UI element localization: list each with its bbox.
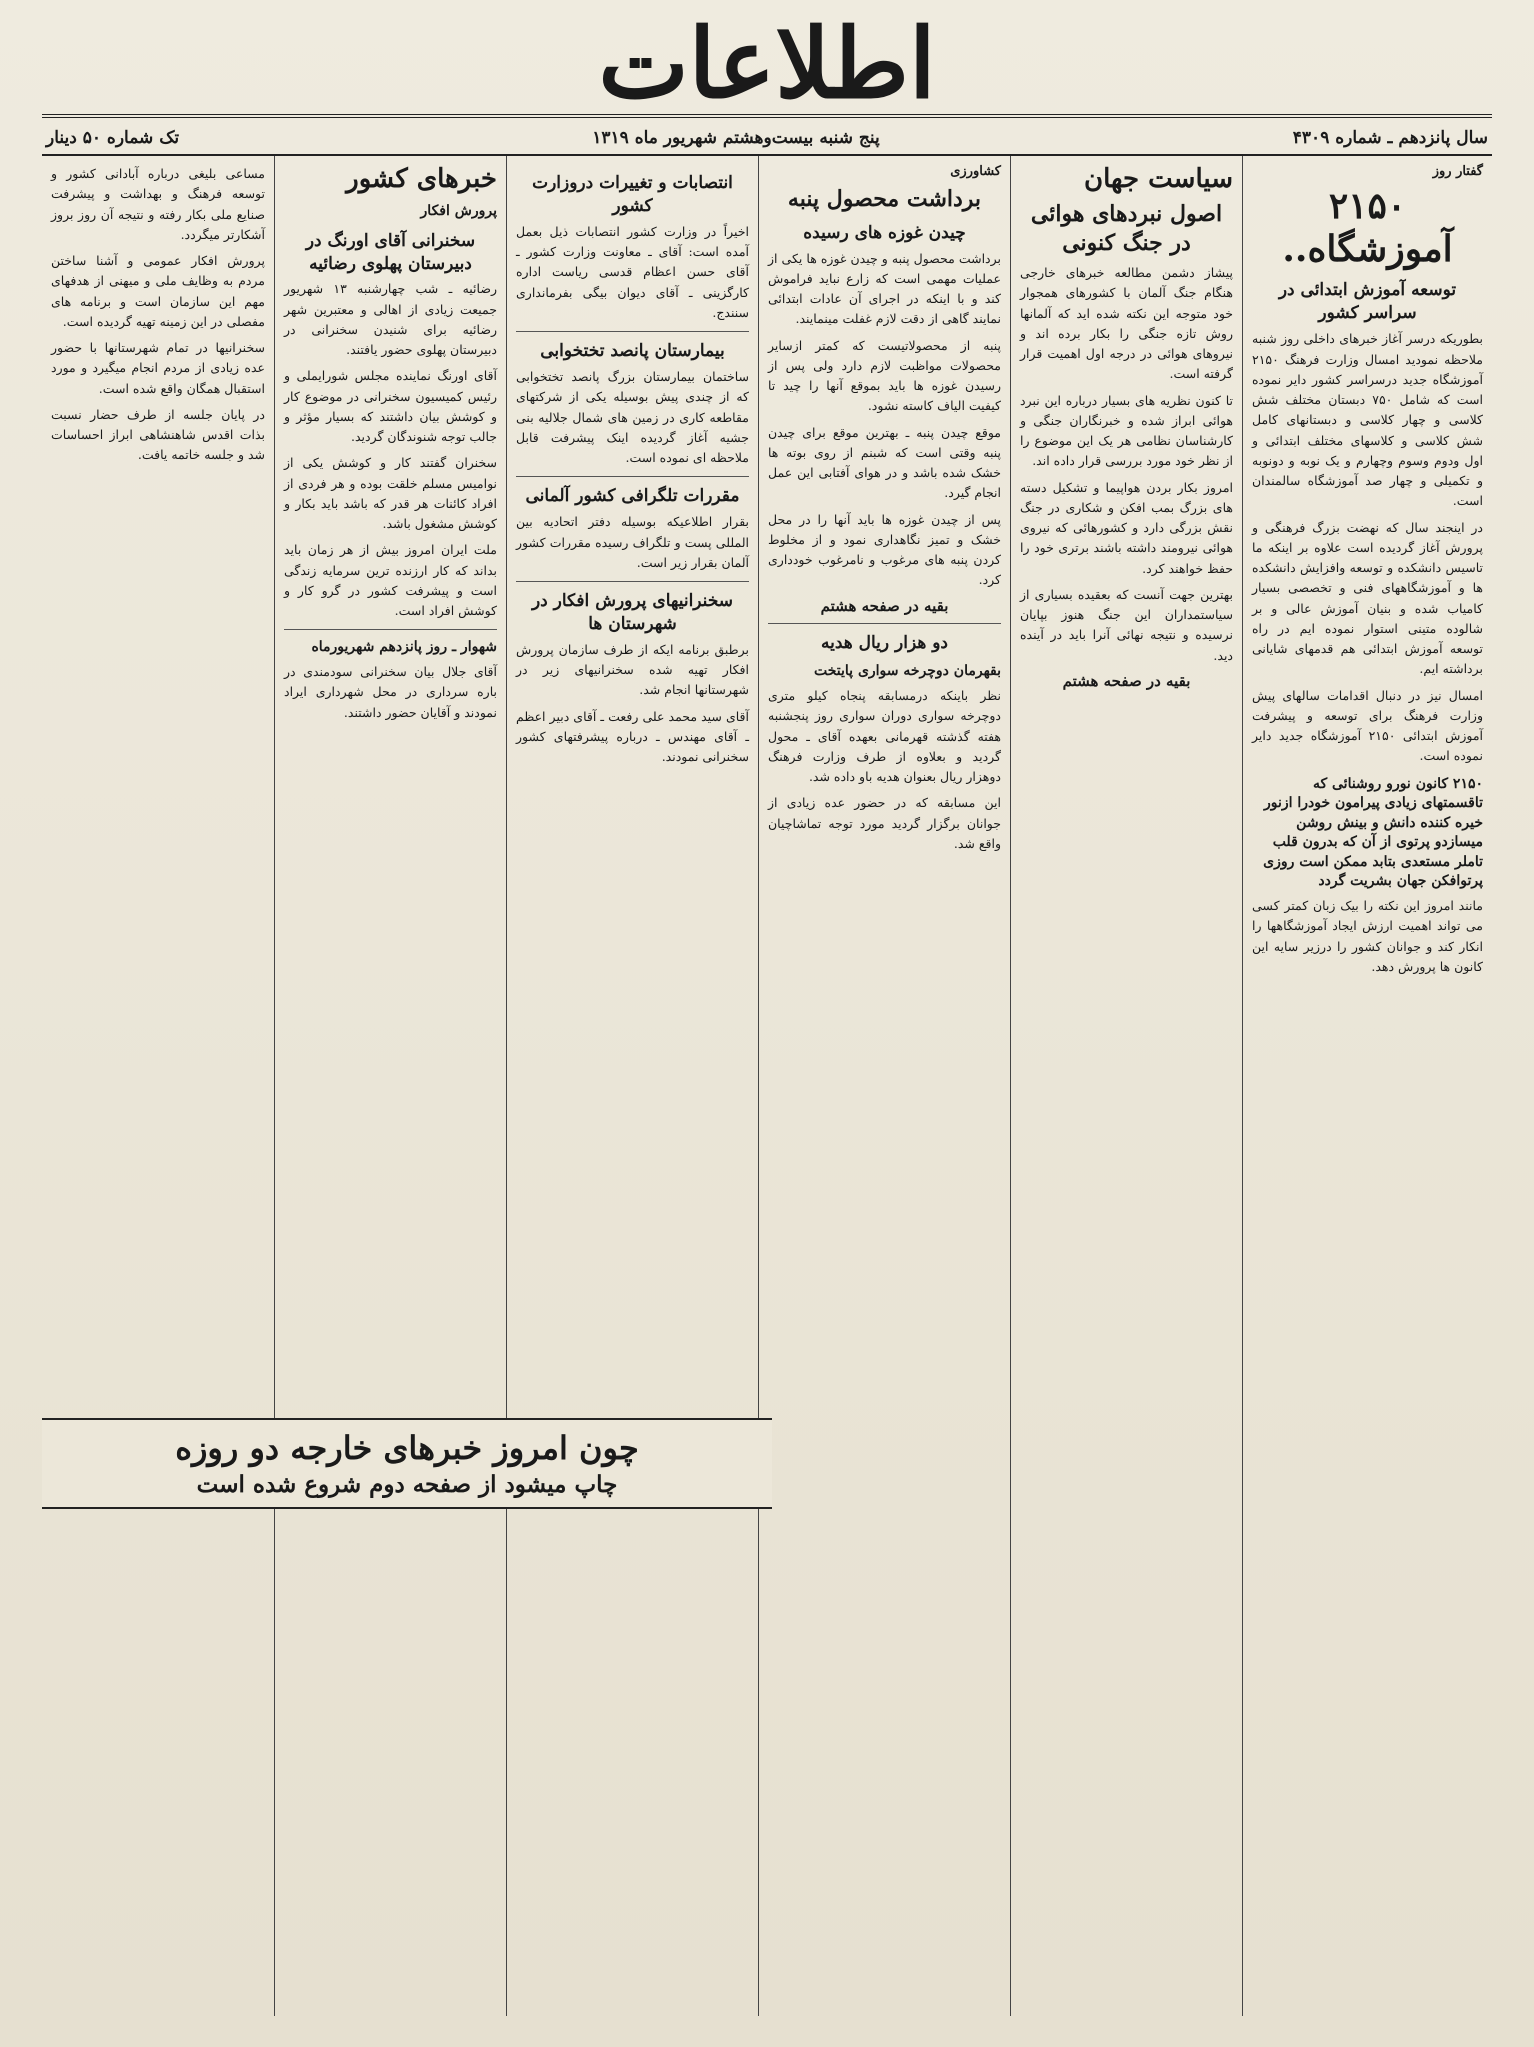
agriculture-kicker: کشاورزی [950,164,1001,179]
editorial-subhead: توسعه آموزش ابتدائی در سراسر کشور [1278,280,1457,324]
domestic-paragraph: ملت ایران امروز بیش از هر زمان باید بداند که کار ارزنده ترین سرمایه زندگی است و پیشرفت کشور در گرو کار و کوشش افراد است. [284,542,497,619]
column-separator [516,476,749,477]
continuation-paragraph: مساعی بلیغی درباره آبادانی کشور و توسعه فرهنگ و بهداشت و پیشرفت صنایع ملی بکار رفته و نتیجه آن روز بروز آشکارتر میگردد. [51,166,265,242]
domestic-section-title: خبرهای کشور [346,164,497,194]
column-separator [516,331,749,332]
cycling-paragraph: نظر باینکه درمسابقه پنجاه کیلو متری دوچرخه سواری دوران سواری روز پنجشنبه هفته گذشته قهرمانی بعهده آقای ـ محول گردید و بعلاوه از طرف وزارت فرهنگ دوهزار ریال بعنوان هدیه باو داده شد. [768,688,1001,785]
continuation-paragraph: در پایان جلسه از طرف حضار نسبت بذات اقدس شاهنشاهی ابراز احساسات شد و جلسه خاتمه یافت. [51,406,265,463]
domestic-paragraph: رضائیه ـ شب چهارشنبه ۱۳ شهریور جمیعت زیادی از اهالی و معتبرین شهر رضائیه برای شنیدن سخنرانی در دبیرستان پهلوی حضور یافتند. [284,281,497,358]
column-separator [768,623,1001,624]
column-world-politics [1010,156,1242,2016]
domestic-paragraph: سخنران گفتند کار و کوشش یکی از نوامیس مسلم خلقت بوده و هر فردی از افراد کائنات هر قدر که باشد باید بکار و کوشش مشغول باشد. [284,455,497,532]
agriculture-paragraph: پس از چیدن غوزه ها باید آنها را در محل خشک و تمیز نگاهداری نمود و از مخلوط کردن پنبه های مرغوب و نامرغوب خودداری کرد. [768,511,1001,588]
editorial-paragraph: امسال نیز در دنبال اقدامات سالهای پیش وزارت فرهنگ برای توسعه و پیشرفت آموزش ابتدائی ۲۱۵۰ آموزشگاه جدید دایر نموده است. [1252,687,1483,764]
column-domestic-news [274,156,506,2016]
domestic-paragraph: آقای جلال بیان سخنرانی سودمندی در باره سرداری در محل شهرداری ایراد نمودند و آقایان حضور داشتند. [284,664,497,720]
editorial-paragraph: در اینجند سال که نهضت بزرگ فرهنگی و پرورش آغاز گردیده است علاوه بر اینکه ما تاسیس دانشکده و توسعه وافزایش دانشکده ها و آموزشگاههای فنی و تخصصی بسیار کامیاب شده و بنیان آموزش عالی و بر شالوده متینی استوار نموده ایم در راه توسعه آموزش ابتدائی هم قدمهای شایانی برداشته ایم. [1252,519,1483,677]
domestic-subsection: پرورش افکار [420,203,497,219]
column-separator [516,581,749,582]
lectures-paragraph: برطبق برنامه ایکه از طرف سازمان پرورش افکار تهیه شده سخنرانیهای زیر در شهرستانها انجام شد. [516,641,749,698]
agriculture-paragraph: پنبه از محصولاتیست که کمتر ازسایر محصولات مواظبت لازم دارد ولی پس از رسیدن غوزه ها باید بموقع آنها را چید تا کیفیت الیاف کاسته نشود. [768,337,1001,414]
column-agriculture [758,156,1010,2016]
lectures-headline: سخنرانیهای پرورش افکار در شهرستان ها [531,591,734,634]
continuation-paragraph: پرورش افکار عمومی و آشنا ساختن مردم به وظایف ملی و میهنی از هدفهای مهم این سازمان است و برنامه های مفصلی در این زمینه تهیه گردیده است. [51,253,265,329]
world-paragraph: بهترین جهت آنست که بعقیده بسیاری از سیاستمداران این جنگ هنوز بپایان نرسیده و نتیجه نهائی آنرا باید در آینده دید. [1020,586,1233,663]
editorial-paragraph: مانند امروز این نکته را بیک زبان کمتر کسی می تواند اهمیت ارزش ایجاد آموزشگاهها را انکار کند و جوانان کشور را درزیر سایه این کانون ها پرورش دهد. [1252,898,1483,974]
column-separator [284,629,497,630]
agriculture-continued: بقیه در صفحه هشتم [820,596,949,615]
lectures-paragraph: آقای سید محمد علی رفعت ـ آقای دبیر اعظم ـ آقای مهندس ـ درباره پیشرفتهای کشور سخنرانی نمودند. [516,708,749,765]
domestic-headline: سخنرانی آقای اورنگ در دبیرستان پهلوی رضائیه [305,230,476,274]
world-paragraph: امروز بکار بردن هواپیما و تشکیل دسته های بزرگ بمب افکن و شکاری در جنگ نقش بزرگی دارد و کشورهائی که نیروی هوائی نیرومند داشته باشند برتری خود را حفظ خواهند کرد. [1020,479,1233,576]
world-headline: اصول نبردهای هوائی در جنگ کنونی [1030,201,1223,256]
editorial-bold-paragraph: ۲۱۵۰ کانون نورو روشنائی که تاقسمتهای زیادی پیرامون خودرا ازنور خیره کننده دانش و بینش روشن میسازدو پرتوی از آن که بدرون قلب تاملر مستعدی بتابد ممکن است روزی پرتوافکن جهان بشریت گردد [1263,775,1483,890]
world-section-title: سیاست جهان [1084,164,1233,194]
column-editorial [1242,156,1492,2016]
cycling-subhead: بقهرمان دوچرخه سواری پایتخت [814,663,1001,680]
world-continued: بقیه در صفحه هشتم [1062,671,1191,690]
dateline [42,122,1492,154]
notice-banner [42,1418,772,1509]
editorial-headline: ۲۱۵۰ آموزشگاه.. [1282,185,1453,271]
agriculture-paragraph: برداشت محصول پنبه و چیدن غوزه ها یکی از عملیات مهمی است که زارع نباید فراموش کند و با اینکه در اجرای آن عادات ابتدائی نمایند گاهی از دقت لازم غفلت مینمایند. [768,250,1001,327]
world-paragraph: پیشاز دشمن مطالعه خبرهای خارجی هنگام جنگ آلمان با کشورهای همجوار خود متوجه این نکته شده اید که آلمانها روش تازه جنگی را بکار برده اند و نیروهای هوائی در درجه اول اهمیت قرار گرفته است. [1020,265,1233,382]
appointments-headline: انتصابات و تغییرات دروزارت کشور [532,173,733,216]
telegraph-paragraph: بقرار اطلاعیکه بوسیله دفتر اتحادیه بین المللی پست و تلگراف رسیده مقررات کشور آلمان بقرار زیر است. [516,514,749,570]
notice-line-1: چون امروز خبرهای خارجه دو روزه [175,1429,639,1467]
appointments-paragraph: اخیراً در وزارت کشور انتصابات ذیل بعمل آمده است: آقای ـ معاونت وزارت کشور ـ آقای حسن اعظام قدسی ریاست اداره کارگزینی ـ آقای دیوان بیگی بفرمانداری سنندج. [516,223,749,320]
issue-number: سال پانزدهم ـ شماره ۴۳۰۹ [1292,128,1488,148]
cycling-paragraph: این مسابقه که در حضور عده زیادی از جوانان برگزار گردید مورد توجه تماشاچیان واقع شد. [768,795,1001,851]
cycling-headline: دو هزار ریال هدیه [820,632,949,653]
editorial-kicker: گفتار روز [1432,164,1483,179]
telegraph-headline: مقررات تلگرافی کشور آلمانی [525,486,740,507]
hospital-headline: بیمارستان پانصد تختخوابی [540,341,725,362]
column-continuation [42,156,274,2016]
agriculture-headline: برداشت محصول پنبه [787,186,982,212]
agriculture-subhead: چیدن غوزه های رسیده [803,222,966,243]
column-domestic-briefs [506,156,758,2016]
domestic-headline-2: شهوار ـ روز پانزدهم شهریورماه [311,639,497,656]
world-paragraph: تا کنون نظریه های بسیار درباره این نبرد هوائی ابراز شده و خبرنگاران جنگی و کارشناسان نظامی هر یک این موضوع را از نظر خود مورد بررسی قرار داده اند. [1020,392,1233,469]
masthead-title: اطلاعات [598,7,936,120]
issue-date: پنج شنبه بیست‌وهشتم شهریور ماه ۱۳۱۹ [592,128,880,148]
hospital-paragraph: ساختمان بیمارستان بزرگ پانصد تختخوابی که از چندی پیش بوسیله یکی از شرکتهای مقاطعه کاری در زمین های شمال جلالیه بنی جشیه آغاز گردیده اینک پیشرفت قابل ملاحظه ای نموده است. [516,369,749,466]
notice-line-2: چاپ میشود از صفحه دوم شروع شده است [196,1470,618,1498]
agriculture-paragraph: موقع چیدن پنبه ـ بهترین موقع برای چیدن پنبه وقتی است که شبنم از روی بوته ها خشک شده باشد و در هوای آفتابی این عمل انجام گیرد. [768,424,1001,501]
continuation-paragraph: سخنرانیها در تمام شهرستانها با حضور عده زیادی از مردم انجام میگیرد و مورد استقبال همگان واقع شده است. [51,340,265,396]
columns-grid [42,154,1492,2016]
domestic-paragraph: آقای اورنگ نماینده مجلس شورایملی و رئیس کمیسیون سخنرانی در موضوع کار و کوشش بیان داشتند که بسیار مؤثر و جالب توجه شنوندگان گردید. [284,368,497,445]
editorial-paragraph: بطوریکه درسر آغاز خبرهای داخلی روز شنبه ملاحظه نمودید امسال وزارت فرهنگ ۲۱۵۰ آموزشگاه جدید درسراسر کشور دایر نموده است که شامل ۷۵۰ دبستان مختلف شش کلاسی و چهار کلاسی و دبستانهای کامل شش کلاسی و کلاسهای مختلف ابتدائی و اول ودوم وسوم وچهارم و یک نوبه و دونوبه و تکمیلی و چهار صد آموزشگاه سالمندان است. [1252,331,1483,509]
issue-price: تک شماره ۵۰ دینار [46,128,180,148]
